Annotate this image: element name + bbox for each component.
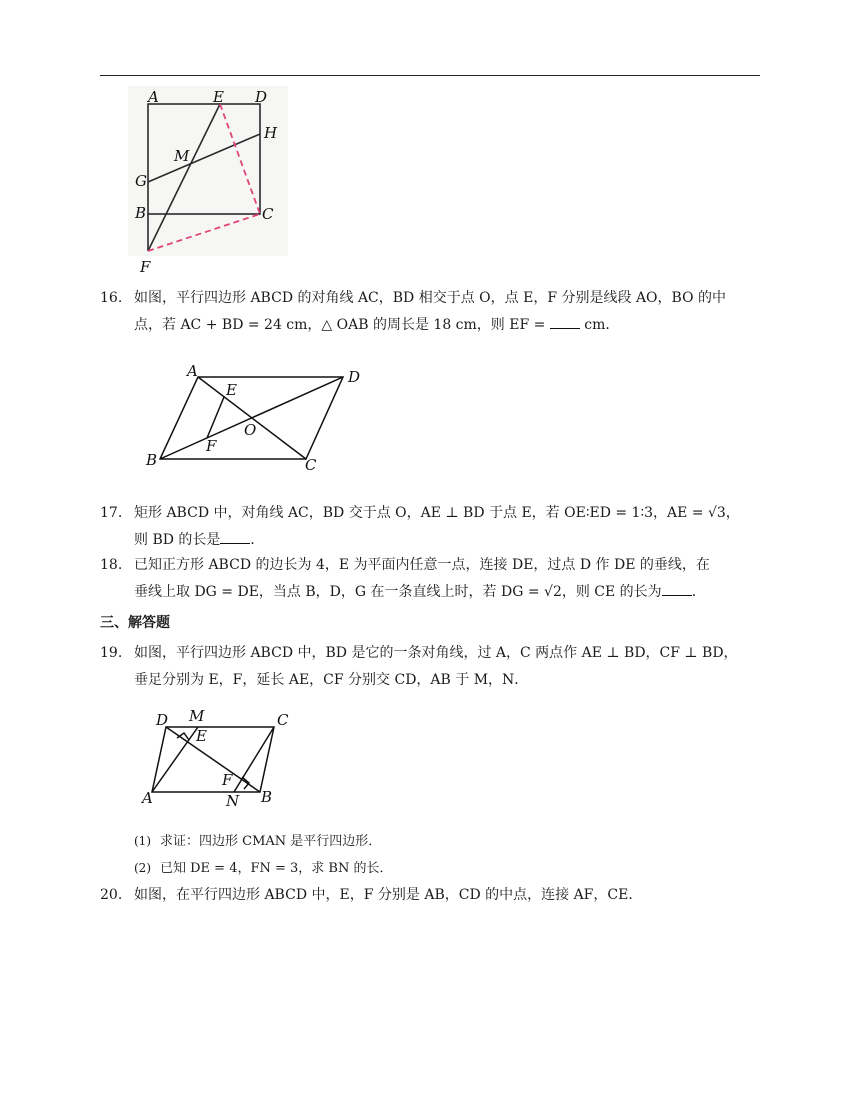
question-20 bbox=[100, 882, 765, 909]
label-A: A bbox=[142, 789, 153, 807]
q17-line1: 矩形 ABCD 中，对角线 AC，BD 交于点 O，AE ⊥ BD 于点 E，若 OE∶ED = 1∶3，AE = √3， bbox=[134, 505, 740, 521]
q17-line2: 则 BD 的长是 bbox=[134, 532, 221, 548]
q19-line2: 垂足分别为 E，F，延长 AE，CF 分别交 CD，AB 于 M，N． bbox=[134, 672, 529, 688]
answer-blank[interactable] bbox=[662, 581, 692, 596]
q19-part-2 bbox=[134, 856, 393, 881]
label-G: G bbox=[135, 172, 147, 190]
q15-figure bbox=[128, 86, 288, 276]
question-16 bbox=[100, 285, 765, 339]
q19-figure bbox=[140, 707, 290, 809]
q18-end: ． bbox=[691, 584, 706, 600]
part-number: (2) bbox=[134, 861, 151, 875]
q17-end: ． bbox=[250, 532, 265, 548]
question-number: 19. bbox=[100, 645, 123, 661]
part-number: (1) bbox=[134, 834, 151, 848]
label-H: H bbox=[264, 124, 278, 142]
q16-figure bbox=[140, 362, 370, 477]
label-E: E bbox=[213, 88, 224, 106]
question-number: 18. bbox=[100, 557, 123, 573]
label-D: D bbox=[156, 711, 169, 729]
q20-line1: 如图，在平行四边形 ABCD 中，E，F 分别是 AB，CD 的中点，连接 AF，CE． bbox=[134, 887, 643, 903]
label-F: F bbox=[140, 258, 151, 276]
question-number: 17. bbox=[100, 505, 123, 521]
q16-line1: 如图，平行四边形 ABCD 的对角线 AC，BD 相交于点 O，点 E，F 分别是线段 AO，BO 的中 bbox=[134, 290, 727, 306]
label-D: D bbox=[255, 88, 268, 106]
question-18 bbox=[100, 552, 765, 606]
label-C: C bbox=[305, 456, 317, 474]
part-text: 求证：四边形 CMAN 是平行四边形． bbox=[160, 834, 382, 849]
label-E: E bbox=[226, 381, 237, 399]
header-rule bbox=[100, 75, 760, 76]
label-D: D bbox=[348, 368, 361, 386]
q18-line1: 已知正方形 ABCD 的边长为 4，E 为平面内任意一点，连接 DE，过点 D 作 DE 的垂线，在 bbox=[134, 557, 710, 573]
answer-blank[interactable] bbox=[550, 314, 580, 329]
label-F: F bbox=[206, 437, 217, 455]
q19-part-1 bbox=[134, 829, 381, 854]
question-number: 20. bbox=[100, 887, 123, 903]
q16-line2: 点，若 AC + BD = 24 cm，△ OAB 的周长是 18 cm，则 EF = bbox=[134, 317, 546, 333]
section-title: 三、解答题 bbox=[100, 615, 170, 631]
question-17 bbox=[100, 500, 765, 554]
question-number: 16. bbox=[100, 290, 123, 306]
label-M: M bbox=[189, 707, 205, 725]
label-A: A bbox=[148, 88, 159, 106]
question-19 bbox=[100, 640, 765, 694]
label-E: E bbox=[196, 727, 207, 745]
label-A: A bbox=[187, 362, 198, 380]
label-B: B bbox=[261, 788, 273, 806]
part-text: 已知 DE = 4，FN = 3，求 BN 的长． bbox=[160, 861, 393, 876]
q19-line1: 如图，平行四边形 ABCD 中，BD 是它的一条对角线，过 A，C 两点作 AE ⊥ BD，CF ⊥ BD， bbox=[134, 645, 738, 661]
label-C: C bbox=[262, 205, 274, 223]
answer-blank[interactable] bbox=[220, 529, 250, 544]
label-F: F bbox=[222, 771, 233, 789]
label-C: C bbox=[277, 711, 289, 729]
q18-line2: 垂线上取 DG = DE，当点 B，D，G 在一条直线上时，若 DG = √2，则 CE 的长为 bbox=[134, 584, 662, 600]
label-O: O bbox=[244, 421, 257, 439]
label-N: N bbox=[226, 792, 240, 809]
label-B: B bbox=[135, 204, 147, 222]
label-M: M bbox=[174, 147, 190, 165]
q16-unit: cm． bbox=[584, 317, 620, 333]
label-B: B bbox=[146, 451, 158, 469]
